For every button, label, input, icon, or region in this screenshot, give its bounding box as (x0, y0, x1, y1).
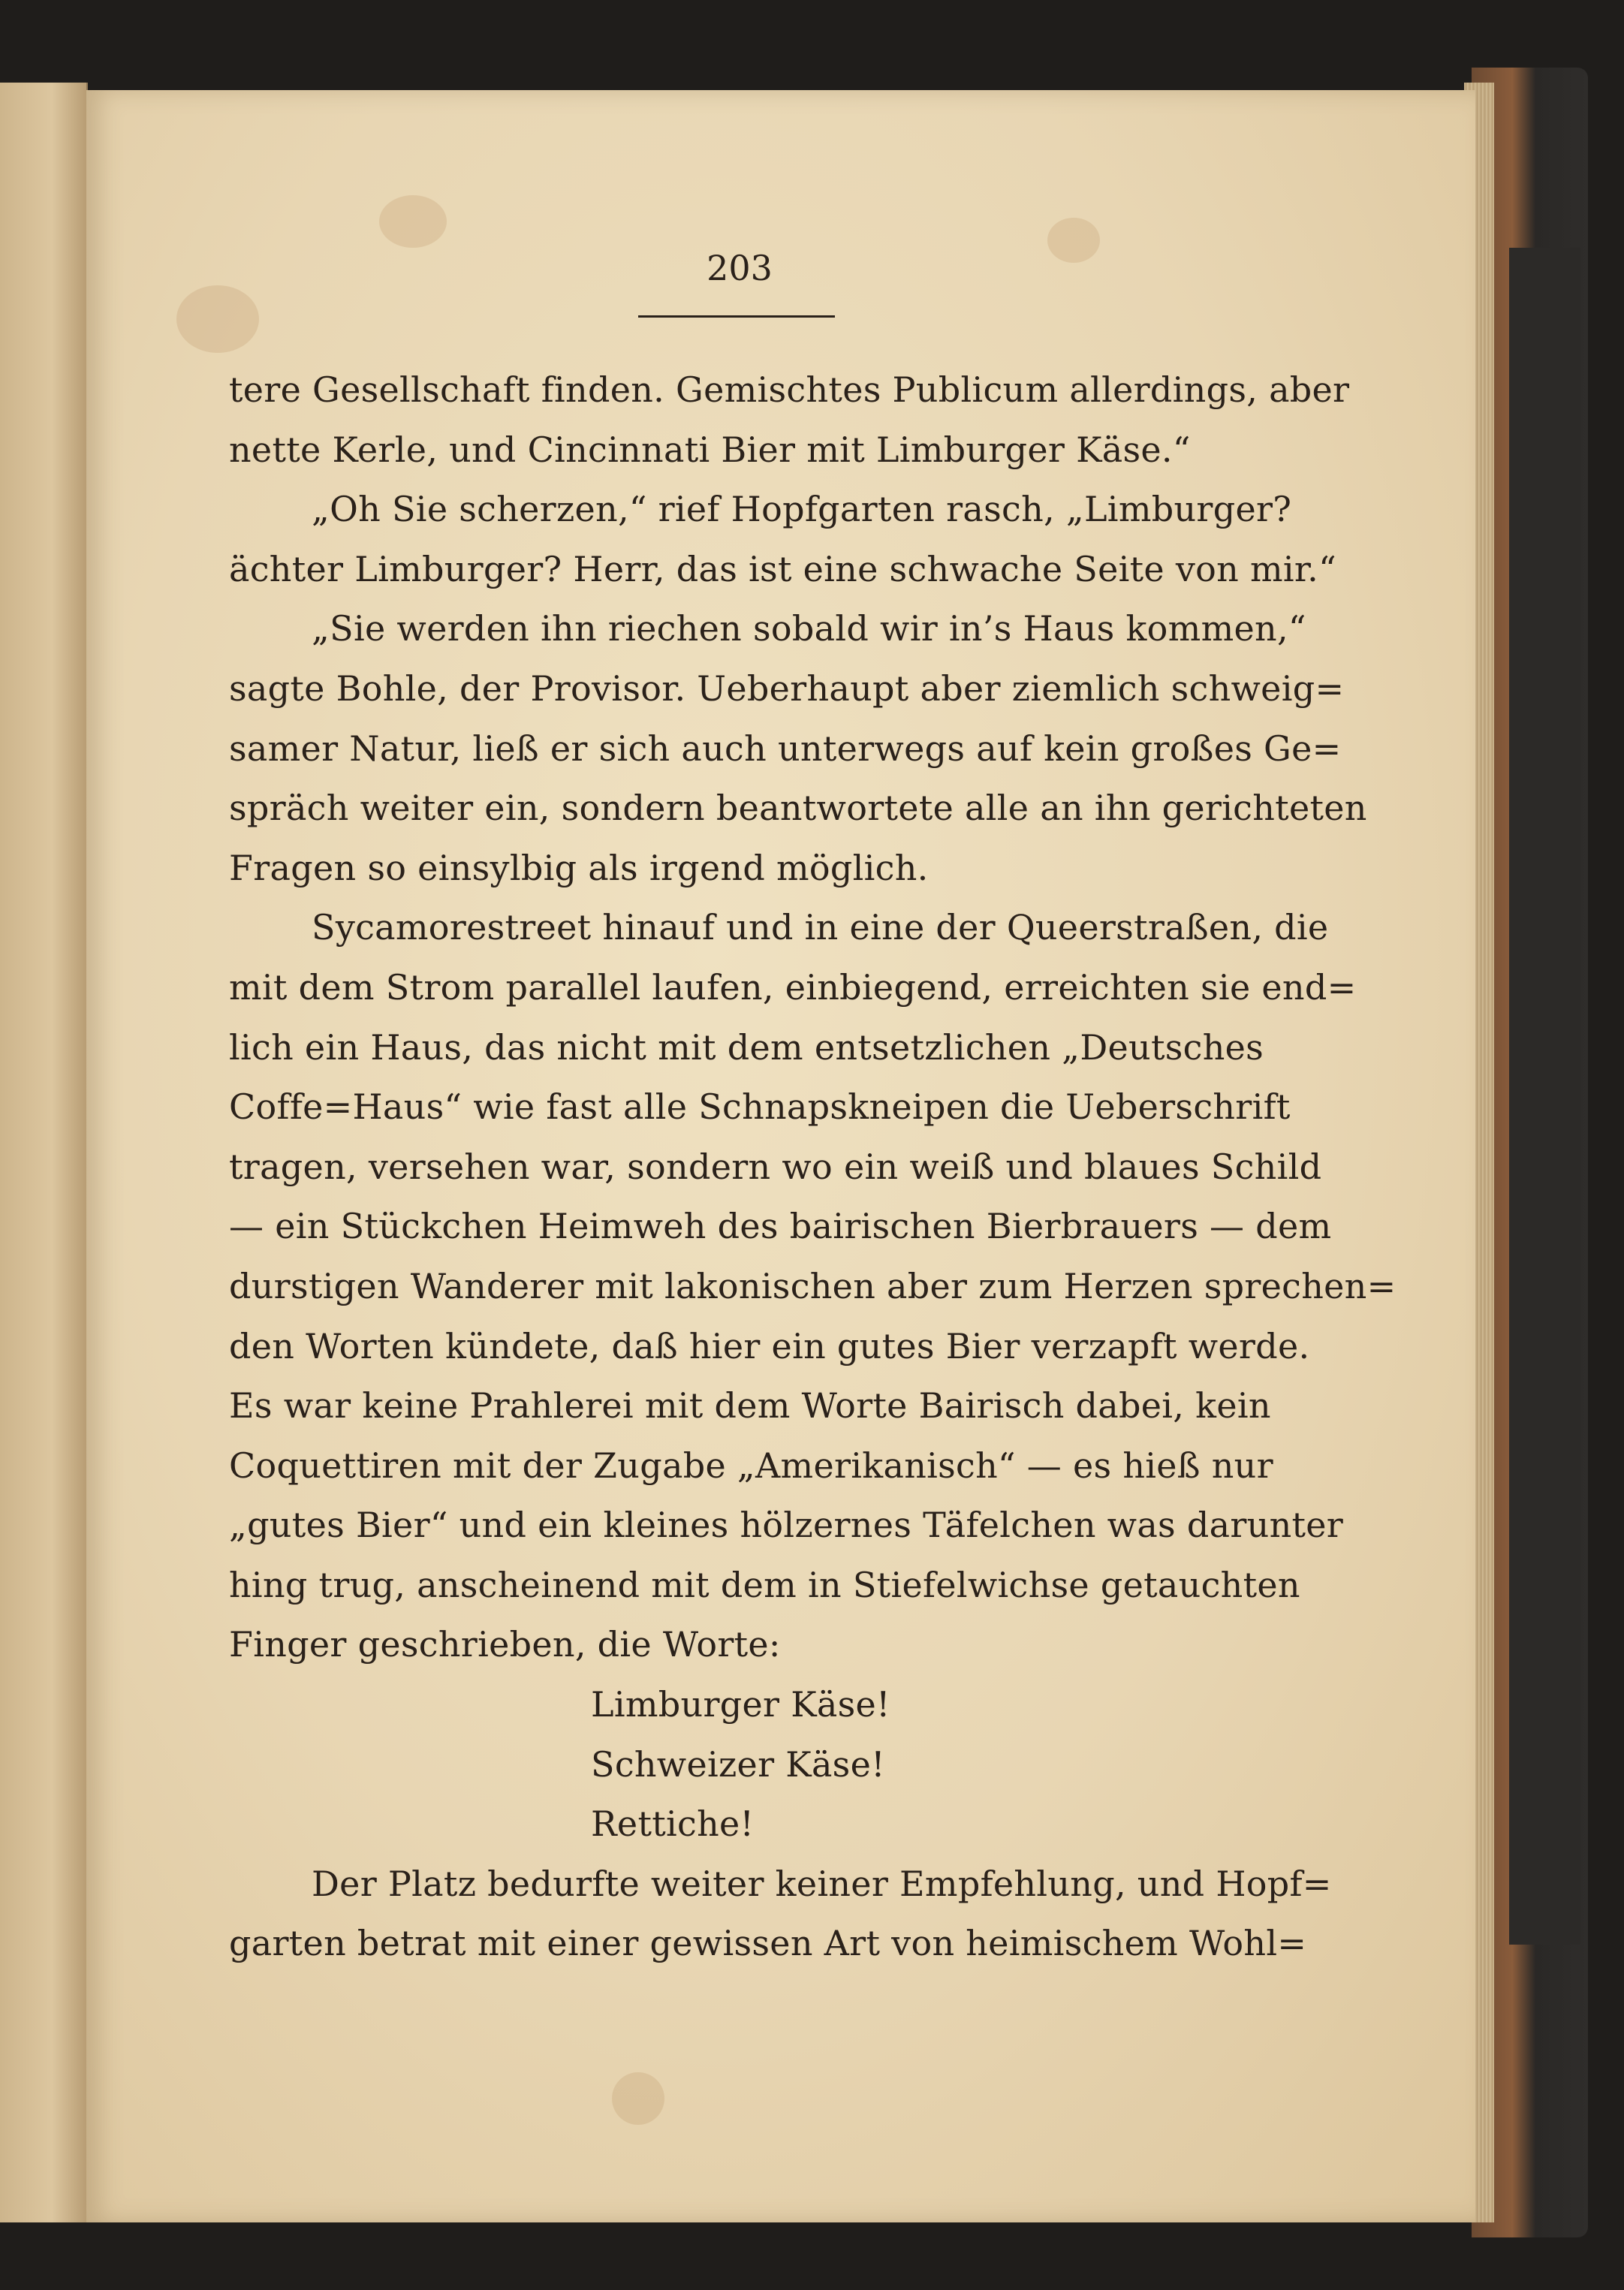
paper-stain (176, 285, 259, 353)
cover-spine-band (1509, 248, 1580, 1945)
sign-line: Rettiche! (591, 1803, 755, 1845)
text-line: durstigen Wanderer mit lakonischen aber zum Herzen sprechen= (229, 1265, 1397, 1306)
text-line: mit dem Strom parallel laufen, einbiegend, erreichten sie end= (229, 966, 1357, 1008)
sign-line: Limburger Käse! (591, 1684, 890, 1725)
text-line: Fragen so einsylbig als irgend möglich. (229, 847, 929, 888)
text-line: nette Kerle, und Cincinnati Bier mit Limburger Käse.“ (229, 429, 1191, 470)
text-line: tere Gesellschaft finden. Gemischtes Publicum allerdings, aber (229, 369, 1350, 410)
text-line: „Oh Sie scherzen,“ rief Hopfgarten rasch, „Limburger? (312, 489, 1292, 530)
header-rule (638, 315, 835, 318)
text-line: Es war keine Prahlerei mit dem Worte Bairisch dabei, kein (229, 1385, 1271, 1427)
page-number: 203 (707, 248, 773, 288)
text-line: tragen, versehen war, sondern wo ein weiß und blaues Schild (229, 1146, 1322, 1187)
text-line: Finger geschrieben, die Worte: (229, 1624, 781, 1665)
text-line: lich ein Haus, das nicht mit dem entsetzlichen „Deutsches (229, 1026, 1264, 1068)
body-text (229, 360, 1397, 1974)
left-page-edge (0, 83, 88, 2222)
text-line: hing trug, anscheinend mit dem in Stiefelwichse getauchten (229, 1564, 1300, 1605)
text-line: ächter Limburger? Herr, das ist eine schwache Seite von mir.“ (229, 548, 1336, 589)
text-line: den Worten kündete, daß hier ein gutes Bier verzapft werde. (229, 1325, 1310, 1366)
text-line: spräch weiter ein, sondern beantwortete alle an ihn gerichteten (229, 788, 1367, 829)
paper-stain (612, 2072, 664, 2125)
text-line: Der Platz bedurfte weiter keiner Empfehlung, und Hopf= (312, 1863, 1332, 1904)
text-line: „Sie werden ihn riechen sobald wir in’s Haus kommen,“ (312, 608, 1306, 649)
text-line: sagte Bohle, der Provisor. Ueberhaupt aber ziemlich schweig= (229, 667, 1345, 709)
text-line: garten betrat mit einer gewissen Art von heimischem Wohl= (229, 1923, 1307, 1964)
text-line: — ein Stückchen Heimweh des bairischen Bierbrauers — dem (229, 1206, 1332, 1247)
sign-line: Schweizer Käse! (591, 1743, 885, 1785)
paper-stain (1047, 218, 1100, 263)
paper-stain (379, 195, 447, 248)
text-line: „gutes Bier“ und ein kleines hölzernes Täfelchen was darunter (229, 1505, 1344, 1546)
text-line: Coffe=Haus“ wie fast alle Schnapskneipen die Ueberschrift (229, 1086, 1291, 1128)
text-line: Sycamorestreet hinauf und in eine der Queerstraßen, die (312, 907, 1329, 948)
text-line: samer Natur, ließ er sich auch unterwegs auf kein großes Ge= (229, 728, 1342, 769)
text-line: Coquettiren mit der Zugabe „Amerikanisch“ — es hieß nur (229, 1445, 1273, 1486)
